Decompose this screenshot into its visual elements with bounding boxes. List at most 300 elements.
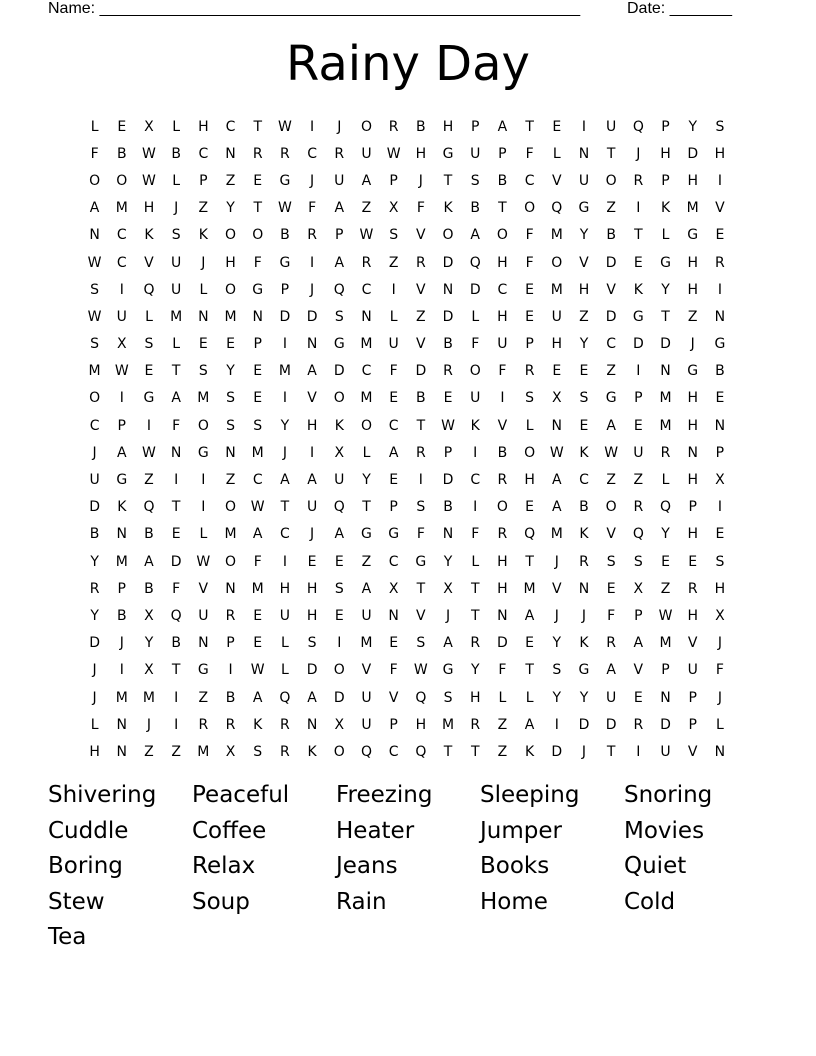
grid-letter: E <box>226 336 235 353</box>
word-list <box>48 778 768 956</box>
grid-letter: T <box>171 499 181 516</box>
grid-letter: A <box>524 716 535 733</box>
grid-row <box>81 494 741 521</box>
grid-letter: J <box>554 553 559 570</box>
grid-letter: I <box>554 716 559 733</box>
grid-letter: G <box>279 254 291 271</box>
grid-letter: C <box>116 227 127 244</box>
grid-row <box>81 113 741 140</box>
grid-letter: P <box>498 145 507 162</box>
grid-letter: O <box>89 172 101 189</box>
grid-letter: P <box>389 716 398 733</box>
grid-letter: N <box>442 281 454 298</box>
grid-letter: X <box>144 118 154 135</box>
grid-letter: A <box>280 472 290 489</box>
grid-row <box>81 711 741 738</box>
grid-letter: L <box>199 526 208 543</box>
grid-letter: V <box>551 172 562 189</box>
grid-letter: P <box>389 499 398 516</box>
word-list-item: Jeans <box>336 853 398 879</box>
grid-letter: E <box>334 607 344 624</box>
grid-letter: I <box>310 444 315 461</box>
grid-letter: R <box>252 145 263 162</box>
grid-letter: F <box>416 200 425 217</box>
grid-letter: P <box>226 635 235 652</box>
grid-letter: S <box>90 336 100 353</box>
grid-letter: R <box>660 444 671 461</box>
grid-letter: T <box>525 553 534 570</box>
grid-row <box>81 195 741 222</box>
grid-letter: T <box>470 580 480 597</box>
grid-letter: R <box>89 580 100 597</box>
grid-letter: K <box>144 227 154 244</box>
word-list-item: Books <box>480 853 550 879</box>
grid-letter: F <box>253 553 262 570</box>
grid-letter: D <box>442 308 454 325</box>
grid-letter: N <box>198 308 209 325</box>
grid-letter: G <box>388 526 400 543</box>
grid-letter: C <box>497 281 508 298</box>
grid-letter: S <box>416 635 426 652</box>
grid-letter: I <box>581 118 587 135</box>
grid-letter: E <box>633 417 643 434</box>
grid-letter: G <box>605 390 617 407</box>
grid-letter: C <box>252 472 263 489</box>
grid-letter: P <box>661 172 670 189</box>
grid-letter: N <box>116 743 128 760</box>
grid-letter: W <box>250 499 265 516</box>
grid-letter: E <box>633 689 643 706</box>
grid-letter: H <box>442 118 454 135</box>
word-list-item: Shivering <box>48 782 157 808</box>
grid-letter: Z <box>633 472 644 489</box>
grid-letter: V <box>687 743 698 760</box>
grid-letter: S <box>334 308 344 325</box>
grid-letter: E <box>198 336 208 353</box>
grid-letter: A <box>633 635 644 652</box>
grid-letter: I <box>146 417 152 434</box>
grid-row <box>81 222 741 249</box>
grid-letter: V <box>606 281 616 298</box>
grid-letter: W <box>441 417 455 434</box>
grid-letter: Y <box>226 363 235 380</box>
grid-letter: R <box>415 444 426 461</box>
grid-letter: Y <box>90 607 99 624</box>
grid-letter: Y <box>688 118 697 135</box>
grid-letter: N <box>170 444 182 461</box>
grid-letter: H <box>687 390 698 407</box>
word-list-item: Stew <box>48 888 105 915</box>
grid-letter: S <box>606 553 616 570</box>
grid-row <box>81 276 741 303</box>
grid-letter: C <box>307 145 317 162</box>
grid-letter: H <box>687 172 698 189</box>
grid-letter: S <box>443 689 453 706</box>
grid-letter: W <box>250 662 265 679</box>
grid-letter: P <box>688 689 697 706</box>
grid-letter: O <box>360 118 372 135</box>
grid-letter: U <box>279 607 291 624</box>
grid-letter: T <box>171 363 181 380</box>
grid-letter: E <box>253 172 263 189</box>
grid-letter: H <box>306 580 318 597</box>
grid-letter: T <box>253 118 262 135</box>
grid-letter: Z <box>497 743 508 760</box>
grid-letter: D <box>497 635 508 652</box>
grid-letter: P <box>470 118 480 135</box>
grid-letter: H <box>497 553 508 570</box>
grid-letter: T <box>606 145 616 162</box>
grid-letter: B <box>715 363 725 380</box>
grid-letter: K <box>633 281 643 298</box>
grid-letter: F <box>471 526 480 543</box>
grid-letter: J <box>174 200 179 217</box>
grid-letter: U <box>361 716 372 733</box>
grid-letter: O <box>524 444 536 461</box>
grid-letter: R <box>470 635 481 652</box>
grid-letter: D <box>89 635 100 652</box>
grid-letter: Q <box>632 526 644 543</box>
word-list-item: Boring <box>48 853 123 879</box>
grid-letter: I <box>282 553 287 570</box>
grid-letter: T <box>525 662 534 679</box>
grid-letter: X <box>715 472 725 489</box>
grid-letter: N <box>306 716 318 733</box>
grid-letter: U <box>89 472 100 489</box>
grid-letter: W <box>196 553 211 570</box>
grid-letter: G <box>252 281 264 298</box>
grid-letter: N <box>388 607 399 624</box>
grid-letter: M <box>360 336 373 353</box>
grid-letter: R <box>497 472 508 489</box>
grid-letter: Q <box>360 743 372 760</box>
grid-letter: Y <box>661 281 670 298</box>
word-list-item: Relax <box>192 853 256 879</box>
grid-letter: B <box>171 635 181 652</box>
grid-letter: U <box>633 444 644 461</box>
grid-letter: Q <box>143 499 155 516</box>
grid-letter: H <box>415 716 427 733</box>
grid-letter: B <box>497 172 508 189</box>
grid-letter: R <box>334 145 345 162</box>
grid-letter: Q <box>333 499 345 516</box>
grid-letter: D <box>306 308 318 325</box>
grid-letter: G <box>442 145 454 162</box>
grid-letter: Z <box>144 472 154 489</box>
grid-letter: J <box>337 118 342 135</box>
grid-letter: A <box>606 662 616 679</box>
grid-letter: A <box>307 472 317 489</box>
grid-letter: J <box>717 635 722 652</box>
word-list-item: Heater <box>336 817 415 844</box>
grid-letter: L <box>172 118 181 135</box>
grid-letter: L <box>145 308 153 325</box>
grid-letter: M <box>197 743 210 760</box>
grid-letter: D <box>687 145 699 162</box>
grid-letter: O <box>225 281 237 298</box>
grid-letter: H <box>198 118 209 135</box>
grid-letter: D <box>469 281 481 298</box>
grid-letter: N <box>361 308 372 325</box>
grid-letter: L <box>90 118 99 135</box>
grid-letter: N <box>660 363 671 380</box>
grid-letter: T <box>443 743 453 760</box>
grid-letter: V <box>416 227 426 244</box>
grid-letter: U <box>116 308 127 325</box>
grid-letter: H <box>143 200 155 217</box>
grid-letter: F <box>471 336 480 353</box>
grid-letter: E <box>525 635 535 652</box>
grid-letter: Z <box>606 363 616 380</box>
grid-letter: N <box>225 444 236 461</box>
grid-letter: Z <box>171 743 181 760</box>
grid-letter: P <box>715 444 725 461</box>
grid-letter: X <box>388 200 399 217</box>
grid-letter: A <box>524 607 535 624</box>
grid-letter: I <box>717 499 722 516</box>
grid-letter: S <box>334 580 344 597</box>
word-list-item: Snoring <box>624 782 713 808</box>
grid-letter: B <box>144 580 154 597</box>
grid-letter: F <box>90 145 99 162</box>
grid-letter: J <box>310 172 315 189</box>
grid-letter: P <box>117 417 126 434</box>
grid-letter: N <box>252 308 263 325</box>
grid-letter: E <box>525 308 535 325</box>
grid-letter: H <box>89 743 100 760</box>
grid-letter: J <box>119 635 124 652</box>
grid-letter: N <box>306 336 318 353</box>
grid-letter: X <box>144 662 154 679</box>
grid-letter: L <box>661 472 670 489</box>
grid-letter: Q <box>333 281 345 298</box>
grid-letter: I <box>228 662 233 679</box>
grid-letter: H <box>687 526 698 543</box>
grid-letter: O <box>225 227 237 244</box>
grid-letter: J <box>282 444 287 461</box>
grid-letter: I <box>201 499 206 516</box>
grid-letter: W <box>359 227 374 244</box>
grid-letter: G <box>442 662 454 679</box>
grid-letter: G <box>197 662 209 679</box>
grid-letter: H <box>578 281 590 298</box>
grid-letter: W <box>549 444 564 461</box>
grid-row <box>81 412 741 439</box>
grid-letter: K <box>660 200 671 217</box>
grid-letter: Y <box>470 662 480 679</box>
grid-letter: O <box>89 390 101 407</box>
grid-letter: G <box>578 662 590 679</box>
grid-letter: N <box>225 145 236 162</box>
word-list-item: Sleeping <box>480 782 580 808</box>
grid-letter: L <box>525 417 534 434</box>
grid-letter: S <box>253 417 263 434</box>
grid-letter: M <box>197 390 210 407</box>
grid-letter: I <box>119 662 124 679</box>
grid-letter: R <box>198 716 209 733</box>
grid-letter: G <box>660 254 671 271</box>
grid-letter: F <box>389 363 398 380</box>
grid-letter: X <box>443 580 453 597</box>
grid-row <box>81 385 741 412</box>
grid-letter: B <box>225 689 236 706</box>
grid-letter: D <box>660 716 671 733</box>
grid-letter: C <box>361 363 372 380</box>
grid-letter: U <box>171 281 182 298</box>
grid-row <box>81 738 741 765</box>
grid-letter: Z <box>416 308 426 325</box>
grid-letter: G <box>578 200 590 217</box>
grid-letter: I <box>636 743 641 760</box>
grid-letter: F <box>607 607 616 624</box>
grid-letter: Z <box>687 308 698 325</box>
grid-row <box>81 167 741 194</box>
grid-row <box>81 630 741 657</box>
grid-letter: E <box>715 227 725 244</box>
grid-letter: S <box>633 553 643 570</box>
grid-letter: Z <box>579 308 589 325</box>
grid-letter: E <box>253 390 263 407</box>
grid-letter: I <box>282 390 287 407</box>
grid-letter: Q <box>524 526 536 543</box>
grid-letter: W <box>142 444 156 461</box>
grid-letter: Q <box>170 607 182 624</box>
grid-letter: I <box>310 118 315 135</box>
grid-letter: I <box>174 472 179 489</box>
grid-letter: V <box>715 200 725 217</box>
grid-letter: B <box>171 145 181 162</box>
grid-letter: C <box>280 526 290 543</box>
grid-letter: H <box>551 336 563 353</box>
grid-letter: E <box>525 499 535 516</box>
grid-letter: O <box>524 200 536 217</box>
grid-letter: A <box>606 417 616 434</box>
grid-letter: D <box>605 254 617 271</box>
grid-letter: M <box>88 363 101 380</box>
grid-letter: V <box>497 417 508 434</box>
grid-letter: L <box>199 281 208 298</box>
grid-letter: K <box>579 526 589 543</box>
grid-letter: E <box>579 363 589 380</box>
grid-letter: H <box>687 254 698 271</box>
grid-letter: H <box>497 308 508 325</box>
grid-letter: Y <box>579 689 589 706</box>
grid-letter: J <box>636 145 641 162</box>
grid-letter: D <box>578 716 590 733</box>
grid-letter: N <box>714 308 726 325</box>
grid-letter: I <box>418 472 423 489</box>
grid-letter: A <box>334 526 345 543</box>
grid-letter: P <box>389 172 398 189</box>
grid-letter: O <box>252 227 264 244</box>
grid-letter: O <box>225 553 237 570</box>
grid-letter: A <box>361 580 372 597</box>
grid-letter: P <box>661 118 670 135</box>
grid-letter: Z <box>198 200 209 217</box>
grid-letter: H <box>279 580 291 597</box>
grid-letter: N <box>551 417 563 434</box>
grid-letter: A <box>116 444 127 461</box>
grid-letter: W <box>277 118 292 135</box>
grid-letter: E <box>525 281 535 298</box>
grid-row <box>81 331 741 358</box>
grid-letter: E <box>389 390 399 407</box>
grid-letter: L <box>281 635 289 652</box>
grid-letter: B <box>416 118 426 135</box>
grid-letter: Y <box>661 526 670 543</box>
grid-letter: Z <box>198 689 209 706</box>
grid-letter: P <box>117 580 126 597</box>
grid-letter: D <box>551 743 563 760</box>
grid-letter: S <box>552 662 562 679</box>
grid-letter: M <box>441 716 455 733</box>
grid-letter: K <box>525 743 535 760</box>
grid-letter: B <box>116 607 127 624</box>
grid-letter: D <box>442 472 454 489</box>
grid-letter: N <box>225 580 236 597</box>
grid-letter: F <box>498 363 507 380</box>
grid-letter: H <box>306 417 318 434</box>
grid-letter: B <box>497 444 508 461</box>
grid-letter: R <box>633 172 644 189</box>
grid-letter: N <box>442 526 454 543</box>
grid-letter: Z <box>225 472 236 489</box>
grid-letter: S <box>90 281 100 298</box>
grid-letter: U <box>551 308 562 325</box>
word-list-item: Peaceful <box>192 782 290 808</box>
grid-letter: U <box>171 254 182 271</box>
grid-letter: H <box>687 417 698 434</box>
grid-letter: E <box>552 118 562 135</box>
grid-letter: Z <box>225 172 236 189</box>
grid-letter: U <box>606 689 617 706</box>
grid-letter: Q <box>143 281 155 298</box>
grid-letter: W <box>87 254 102 271</box>
word-list-item: Rain <box>336 888 387 915</box>
grid-letter: H <box>524 472 535 489</box>
grid-letter: H <box>497 580 508 597</box>
grid-letter: E <box>633 254 643 271</box>
grid-letter: C <box>89 417 100 434</box>
grid-letter: F <box>715 662 724 679</box>
grid-letter: N <box>116 716 128 733</box>
grid-letter: T <box>416 417 426 434</box>
grid-letter: K <box>253 716 263 733</box>
grid-letter: T <box>498 200 507 217</box>
grid-letter: O <box>225 499 237 516</box>
grid-letter: C <box>116 254 127 271</box>
grid-letter: K <box>443 200 453 217</box>
grid-letter: I <box>636 363 641 380</box>
grid-row <box>81 358 741 385</box>
grid-letter: F <box>525 254 534 271</box>
grid-letter: J <box>418 172 423 189</box>
grid-letter: C <box>388 553 399 570</box>
grid-letter: Y <box>144 635 154 652</box>
grid-letter: K <box>579 444 589 461</box>
grid-letter: R <box>280 145 290 162</box>
grid-letter: B <box>443 499 453 516</box>
grid-letter: U <box>361 689 372 706</box>
grid-letter: N <box>578 580 590 597</box>
grid-letter: N <box>116 526 128 543</box>
grid-letter: T <box>443 172 453 189</box>
grid-letter: F <box>498 662 507 679</box>
grid-letter: D <box>660 336 671 353</box>
grid-letter: Q <box>415 743 427 760</box>
grid-letter: F <box>253 254 262 271</box>
grid-letter: O <box>116 172 128 189</box>
